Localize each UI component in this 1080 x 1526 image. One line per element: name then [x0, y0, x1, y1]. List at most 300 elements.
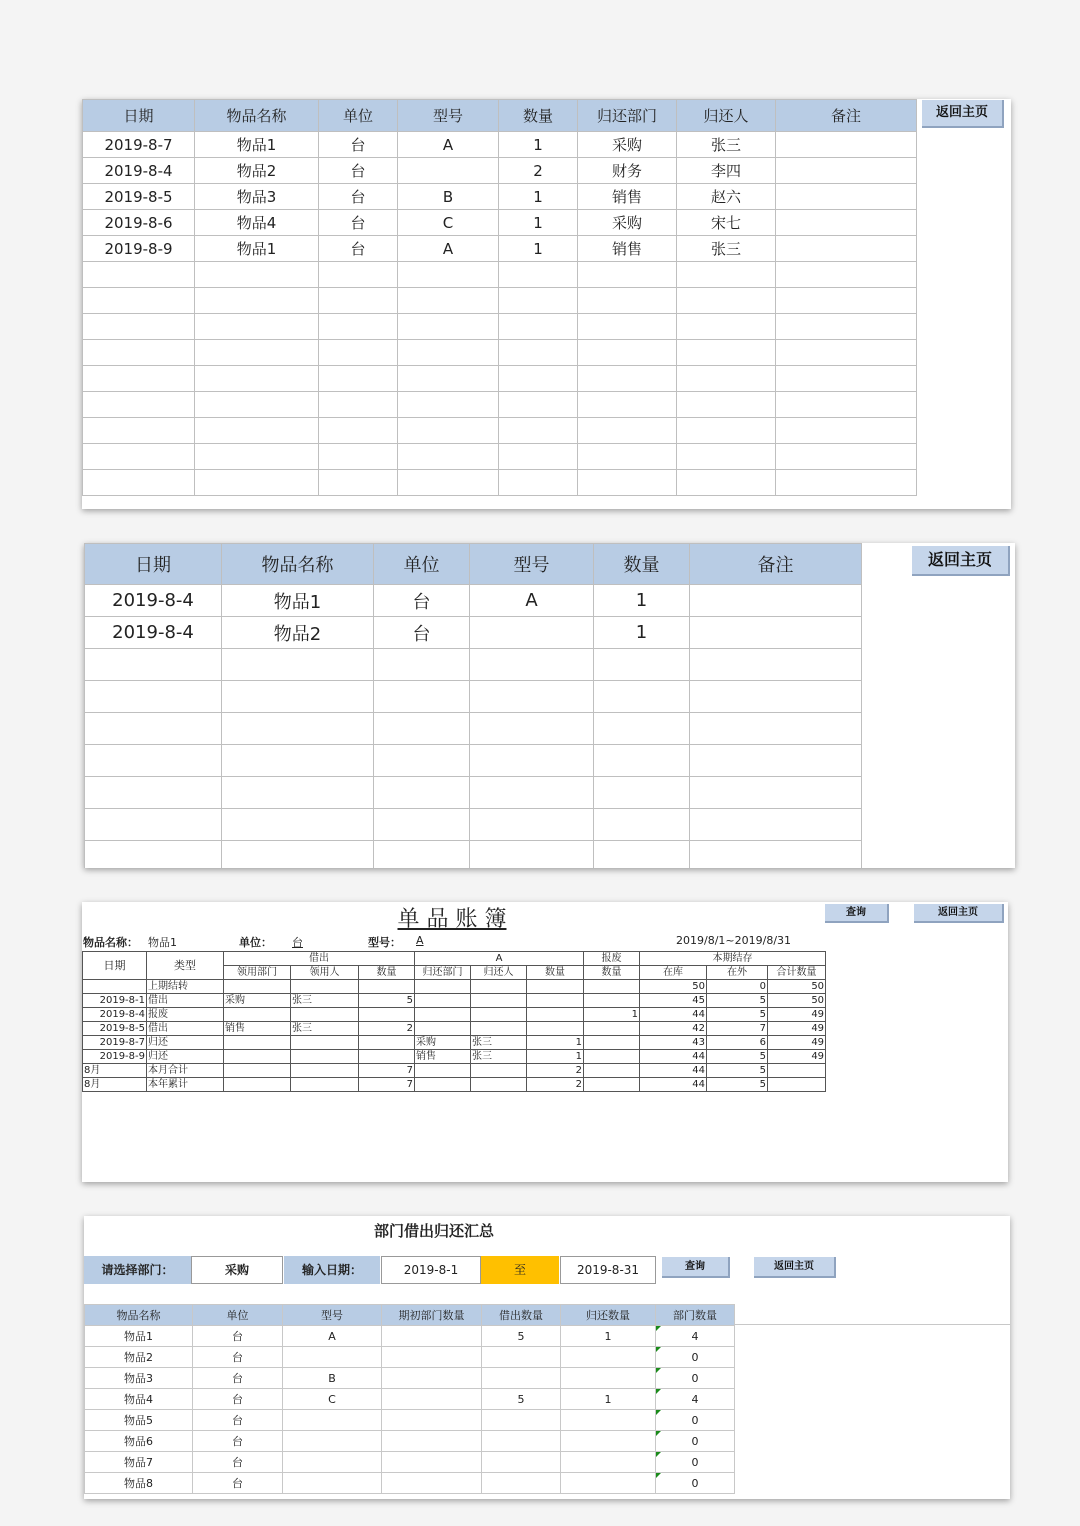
- col-date: 日期: [83, 952, 147, 980]
- table-cell[interactable]: [578, 314, 677, 340]
- table-cell[interactable]: [677, 288, 776, 314]
- summary-cell[interactable]: [382, 1431, 482, 1452]
- table-cell[interactable]: [776, 288, 917, 314]
- table-cell[interactable]: [499, 262, 578, 288]
- table-cell[interactable]: [222, 809, 374, 841]
- summary-cell[interactable]: 5: [482, 1389, 561, 1410]
- table-cell[interactable]: [85, 841, 222, 869]
- table-cell[interactable]: [374, 681, 470, 713]
- table-cell[interactable]: [690, 617, 862, 649]
- summary-cell[interactable]: [283, 1410, 382, 1431]
- table-cell[interactable]: [319, 262, 398, 288]
- table-row: [83, 132, 917, 158]
- table-cell[interactable]: [83, 418, 195, 444]
- table-cell[interactable]: [690, 745, 862, 777]
- table-cell[interactable]: 1: [594, 617, 690, 649]
- ledger-cell: 2: [527, 1078, 584, 1092]
- sub-header: 合计数量: [768, 966, 826, 980]
- column-header: 日期: [83, 100, 195, 132]
- table-cell[interactable]: [85, 777, 222, 809]
- table-cell[interactable]: [776, 158, 917, 184]
- table-cell[interactable]: [578, 418, 677, 444]
- table-cell[interactable]: [499, 288, 578, 314]
- ledger-cell: 张三: [291, 1022, 359, 1036]
- summary-cell[interactable]: [482, 1431, 561, 1452]
- table-cell[interactable]: 物品1: [195, 236, 319, 262]
- table-cell[interactable]: 物品1: [195, 132, 319, 158]
- table-cell[interactable]: [499, 470, 578, 496]
- table-cell[interactable]: 物品1: [222, 585, 374, 617]
- home-button[interactable]: 返回主页: [754, 1257, 836, 1278]
- summary-cell[interactable]: 物品7: [85, 1452, 193, 1473]
- table-cell[interactable]: 台: [319, 210, 398, 236]
- ledger-cell: 5: [359, 994, 415, 1008]
- empty-row: [85, 809, 862, 841]
- dept-select[interactable]: 采购: [191, 1256, 283, 1284]
- table-cell[interactable]: [83, 314, 195, 340]
- column-header: 物品名称: [222, 544, 374, 585]
- ledger-row: [83, 1036, 826, 1050]
- ledger-cell: [291, 1064, 359, 1078]
- summary-cell[interactable]: [482, 1368, 561, 1389]
- ledger-cell: [291, 1078, 359, 1092]
- summary-cell[interactable]: 1: [561, 1326, 656, 1347]
- ledger-cell: [291, 1008, 359, 1022]
- table-cell[interactable]: [499, 366, 578, 392]
- empty-row: [85, 681, 862, 713]
- table-cell[interactable]: [776, 340, 917, 366]
- ledger-cell: [768, 1064, 826, 1078]
- ledger-cell: [471, 980, 527, 994]
- table-cell[interactable]: [195, 288, 319, 314]
- table-cell[interactable]: [195, 418, 319, 444]
- ledger-cell: [415, 994, 471, 1008]
- ledger-cell: [415, 980, 471, 994]
- return-register-panel: [82, 99, 1011, 509]
- table-cell[interactable]: [374, 777, 470, 809]
- sub-header: 归还人: [471, 966, 527, 980]
- table-cell[interactable]: [222, 649, 374, 681]
- summary-cell[interactable]: 台: [193, 1473, 283, 1494]
- comment-flag-icon: [656, 1389, 661, 1394]
- table-cell[interactable]: [222, 745, 374, 777]
- table-cell[interactable]: [690, 777, 862, 809]
- summary-cell[interactable]: [382, 1326, 482, 1347]
- table-cell[interactable]: 李四: [677, 158, 776, 184]
- comment-flag-icon: [656, 1347, 661, 1352]
- summary-cell[interactable]: [482, 1452, 561, 1473]
- table-cell[interactable]: [195, 366, 319, 392]
- table-cell[interactable]: 物品2: [222, 617, 374, 649]
- table-cell[interactable]: [374, 649, 470, 681]
- table-cell[interactable]: [776, 184, 917, 210]
- ledger-title: 单 品 账 簿: [397, 907, 507, 932]
- query-button[interactable]: 查询: [825, 904, 889, 923]
- summary-cell[interactable]: [561, 1452, 656, 1473]
- summary-cell[interactable]: 0: [656, 1452, 735, 1473]
- table-cell[interactable]: [222, 841, 374, 869]
- ledger-cell: [471, 1078, 527, 1092]
- ledger-cell: [471, 1022, 527, 1036]
- table-cell[interactable]: 物品3: [195, 184, 319, 210]
- table-cell[interactable]: [499, 392, 578, 418]
- table-cell[interactable]: [594, 713, 690, 745]
- empty-row: [83, 314, 917, 340]
- table-cell[interactable]: [85, 681, 222, 713]
- table-cell[interactable]: 2019-8-6: [83, 210, 195, 236]
- summary-cell[interactable]: 台: [193, 1410, 283, 1431]
- ledger-cell: [471, 1064, 527, 1078]
- table-cell[interactable]: 2019-8-4: [83, 158, 195, 184]
- table-cell[interactable]: 台: [319, 158, 398, 184]
- summary-cell[interactable]: 4: [656, 1326, 735, 1347]
- table-cell[interactable]: [85, 649, 222, 681]
- summary-cell[interactable]: A: [283, 1326, 382, 1347]
- summary-cell[interactable]: [561, 1347, 656, 1368]
- table-cell[interactable]: 1: [499, 210, 578, 236]
- table-cell[interactable]: 1: [499, 184, 578, 210]
- date-to-input[interactable]: 2019-8-31: [560, 1256, 656, 1284]
- table-cell[interactable]: [499, 418, 578, 444]
- table-cell[interactable]: [677, 418, 776, 444]
- sub-header: 领用人: [291, 966, 359, 980]
- table-cell[interactable]: 2: [499, 158, 578, 184]
- summary-cell[interactable]: [561, 1368, 656, 1389]
- table-cell[interactable]: [690, 681, 862, 713]
- ledger-cell: 采购: [415, 1036, 471, 1050]
- table-cell[interactable]: [319, 444, 398, 470]
- table-cell[interactable]: [222, 713, 374, 745]
- summary-cell[interactable]: [382, 1473, 482, 1494]
- summary-cell[interactable]: 物品6: [85, 1431, 193, 1452]
- table-cell[interactable]: [195, 262, 319, 288]
- table-cell[interactable]: [319, 314, 398, 340]
- table-cell[interactable]: [195, 392, 319, 418]
- table-cell[interactable]: B: [398, 184, 499, 210]
- ledger-cell: [768, 1078, 826, 1092]
- summary-cell[interactable]: 1: [561, 1389, 656, 1410]
- ledger-cell: [584, 1064, 640, 1078]
- model-label: 型号：: [368, 936, 401, 949]
- table-cell[interactable]: [83, 392, 195, 418]
- table-cell[interactable]: [470, 713, 594, 745]
- summary-cell[interactable]: 物品4: [85, 1389, 193, 1410]
- table-cell[interactable]: [470, 841, 594, 869]
- summary-cell[interactable]: 台: [193, 1347, 283, 1368]
- table-cell[interactable]: [195, 314, 319, 340]
- table-cell[interactable]: [776, 392, 917, 418]
- summary-cell[interactable]: [382, 1347, 482, 1368]
- table-cell[interactable]: 销售: [578, 236, 677, 262]
- table-cell[interactable]: [83, 470, 195, 496]
- ledger-cell: 2: [359, 1022, 415, 1036]
- table-cell[interactable]: 台: [319, 184, 398, 210]
- ledger-cell: 7: [359, 1078, 415, 1092]
- table-cell[interactable]: [374, 745, 470, 777]
- table-cell[interactable]: [398, 340, 499, 366]
- summary-cell[interactable]: 台: [193, 1368, 283, 1389]
- table-cell[interactable]: 台: [374, 585, 470, 617]
- summary-cell[interactable]: 台: [193, 1389, 283, 1410]
- date-label: 输入日期：: [284, 1256, 380, 1284]
- table-cell[interactable]: 物品4: [195, 210, 319, 236]
- summary-cell[interactable]: 0: [656, 1410, 735, 1431]
- table-cell[interactable]: [578, 470, 677, 496]
- table-cell[interactable]: [83, 340, 195, 366]
- table-cell[interactable]: 张三: [677, 236, 776, 262]
- empty-row: [85, 745, 862, 777]
- table-cell[interactable]: [578, 340, 677, 366]
- table-cell[interactable]: [83, 366, 195, 392]
- ledger-cell: [471, 994, 527, 1008]
- table-cell[interactable]: [594, 681, 690, 713]
- ledger-cell: 49: [768, 1022, 826, 1036]
- ledger-cell: 本月合计: [147, 1064, 224, 1078]
- table-cell[interactable]: [398, 392, 499, 418]
- table-cell[interactable]: A: [398, 236, 499, 262]
- table-cell[interactable]: A: [398, 132, 499, 158]
- summary-cell[interactable]: [482, 1410, 561, 1431]
- column-header: 归还数量: [561, 1305, 656, 1326]
- table-cell[interactable]: [677, 262, 776, 288]
- table-cell[interactable]: [776, 262, 917, 288]
- table-cell[interactable]: [594, 777, 690, 809]
- summary-cell[interactable]: 台: [193, 1326, 283, 1347]
- table-cell[interactable]: [470, 681, 594, 713]
- table-cell[interactable]: [319, 366, 398, 392]
- ledger-cell: [224, 1064, 291, 1078]
- table-cell[interactable]: [222, 777, 374, 809]
- summary-cell[interactable]: [482, 1347, 561, 1368]
- table-cell[interactable]: 2019-8-4: [85, 585, 222, 617]
- table-cell[interactable]: [83, 288, 195, 314]
- summary-cell[interactable]: 物品2: [85, 1347, 193, 1368]
- ledger-cell: 1: [527, 1036, 584, 1050]
- table-cell[interactable]: [776, 236, 917, 262]
- unit-label: 单位：: [239, 936, 272, 949]
- table-cell[interactable]: [398, 262, 499, 288]
- ledger-cell: 2: [527, 1064, 584, 1078]
- table-cell[interactable]: [690, 809, 862, 841]
- table-cell[interactable]: 财务: [578, 158, 677, 184]
- table-cell[interactable]: [85, 809, 222, 841]
- summary-cell[interactable]: 0: [656, 1368, 735, 1389]
- table-cell[interactable]: C: [398, 210, 499, 236]
- comment-flag-icon: [656, 1452, 661, 1457]
- ledger-cell: 49: [768, 1008, 826, 1022]
- ledger-cell: 1: [527, 1050, 584, 1064]
- ledger-cell: 50: [768, 994, 826, 1008]
- table-cell[interactable]: [594, 649, 690, 681]
- table-cell[interactable]: [690, 649, 862, 681]
- table-cell[interactable]: [677, 392, 776, 418]
- summary-cell[interactable]: [561, 1473, 656, 1494]
- ledger-cell: 44: [640, 1008, 707, 1022]
- ledger-cell: [291, 1050, 359, 1064]
- table-cell[interactable]: [776, 418, 917, 444]
- table-cell[interactable]: [85, 745, 222, 777]
- table-cell[interactable]: [677, 340, 776, 366]
- table-cell[interactable]: [499, 314, 578, 340]
- table-cell[interactable]: [499, 444, 578, 470]
- table-cell[interactable]: [374, 809, 470, 841]
- table-cell[interactable]: 1: [499, 236, 578, 262]
- table-cell[interactable]: 赵六: [677, 184, 776, 210]
- ledger-cell: 5: [707, 1008, 768, 1022]
- table-cell[interactable]: [594, 809, 690, 841]
- table-cell[interactable]: 张三: [677, 132, 776, 158]
- table-cell[interactable]: 2019-8-5: [83, 184, 195, 210]
- summary-cell[interactable]: [382, 1410, 482, 1431]
- column-header: 物品名称: [195, 100, 319, 132]
- table-cell[interactable]: 2019-8-4: [85, 617, 222, 649]
- summary-cell[interactable]: 台: [193, 1431, 283, 1452]
- table-cell[interactable]: [677, 314, 776, 340]
- column-header: 部门数量: [656, 1305, 735, 1326]
- ledger-row: [83, 1022, 826, 1036]
- table-cell[interactable]: [470, 809, 594, 841]
- table-cell[interactable]: [374, 713, 470, 745]
- table-cell[interactable]: [398, 470, 499, 496]
- summary-cell[interactable]: [482, 1473, 561, 1494]
- table-cell[interactable]: [398, 288, 499, 314]
- summary-cell[interactable]: 4: [656, 1389, 735, 1410]
- table-cell[interactable]: [776, 366, 917, 392]
- table-cell[interactable]: [83, 262, 195, 288]
- table-cell[interactable]: [578, 444, 677, 470]
- table-cell[interactable]: 采购: [578, 210, 677, 236]
- table-cell[interactable]: [398, 314, 499, 340]
- summary-cell[interactable]: C: [283, 1389, 382, 1410]
- table-cell[interactable]: 1: [499, 132, 578, 158]
- summary-cell[interactable]: [283, 1347, 382, 1368]
- table-cell[interactable]: 销售: [578, 184, 677, 210]
- summary-cell[interactable]: 0: [656, 1347, 735, 1368]
- table-cell[interactable]: 物品2: [195, 158, 319, 184]
- summary-row: [85, 1326, 735, 1347]
- table-cell[interactable]: [690, 841, 862, 869]
- summary-cell[interactable]: [382, 1368, 482, 1389]
- table-cell[interactable]: [319, 340, 398, 366]
- ledger-cell: [291, 1036, 359, 1050]
- ledger-row: [83, 994, 826, 1008]
- date-from-input[interactable]: 2019-8-1: [381, 1256, 481, 1284]
- summary-cell[interactable]: [283, 1452, 382, 1473]
- table-cell[interactable]: [594, 745, 690, 777]
- table-cell[interactable]: [578, 366, 677, 392]
- table-cell[interactable]: [677, 366, 776, 392]
- summary-cell[interactable]: 5: [482, 1326, 561, 1347]
- table-cell[interactable]: 2019-8-9: [83, 236, 195, 262]
- table-cell[interactable]: [677, 470, 776, 496]
- table-cell[interactable]: 1: [594, 585, 690, 617]
- table-cell[interactable]: [594, 841, 690, 869]
- table-cell[interactable]: [398, 366, 499, 392]
- table-cell[interactable]: 台: [319, 236, 398, 262]
- summary-cell[interactable]: 物品1: [85, 1326, 193, 1347]
- summary-cell[interactable]: 物品3: [85, 1368, 193, 1389]
- home-button[interactable]: 返回主页: [922, 100, 1004, 128]
- table-cell[interactable]: 台: [319, 132, 398, 158]
- table-row: [83, 184, 917, 210]
- table-cell[interactable]: [578, 288, 677, 314]
- table-cell[interactable]: [470, 617, 594, 649]
- table-cell[interactable]: [398, 418, 499, 444]
- ledger-cell: 借出: [147, 1022, 224, 1036]
- table-cell[interactable]: [470, 777, 594, 809]
- table-cell[interactable]: [776, 210, 917, 236]
- table-cell[interactable]: [319, 288, 398, 314]
- table-cell[interactable]: [83, 444, 195, 470]
- table-cell[interactable]: [470, 745, 594, 777]
- table-cell[interactable]: [319, 392, 398, 418]
- empty-row: [85, 713, 862, 745]
- table-cell[interactable]: [398, 158, 499, 184]
- table-cell[interactable]: [319, 418, 398, 444]
- table-cell[interactable]: 采购: [578, 132, 677, 158]
- table-row: [85, 617, 862, 649]
- table-cell[interactable]: A: [470, 585, 594, 617]
- table-cell[interactable]: [677, 444, 776, 470]
- col-type: 类型: [147, 952, 224, 980]
- query-button[interactable]: 查询: [662, 1257, 730, 1278]
- table-cell[interactable]: [398, 444, 499, 470]
- ledger-cell: [471, 1008, 527, 1022]
- table-cell[interactable]: [319, 470, 398, 496]
- summary-cell[interactable]: [382, 1389, 482, 1410]
- table-cell[interactable]: [374, 841, 470, 869]
- table-cell[interactable]: [222, 681, 374, 713]
- ledger-cell: 7: [707, 1022, 768, 1036]
- table-cell[interactable]: [499, 340, 578, 366]
- summary-cell[interactable]: [382, 1452, 482, 1473]
- home-button[interactable]: 返回主页: [914, 904, 1004, 923]
- empty-row: [85, 841, 862, 869]
- summary-cell[interactable]: [283, 1431, 382, 1452]
- table-cell[interactable]: [85, 713, 222, 745]
- summary-cell[interactable]: 物品8: [85, 1473, 193, 1494]
- dept-summary-panel: [84, 1216, 1010, 1499]
- summary-cell[interactable]: B: [283, 1368, 382, 1389]
- summary-cell[interactable]: [561, 1431, 656, 1452]
- column-header: 备注: [690, 544, 862, 585]
- table-cell[interactable]: [195, 340, 319, 366]
- table-cell[interactable]: [470, 649, 594, 681]
- table-cell[interactable]: [776, 314, 917, 340]
- table-cell[interactable]: 2019-8-7: [83, 132, 195, 158]
- table-cell[interactable]: [578, 262, 677, 288]
- summary-cell[interactable]: [561, 1410, 656, 1431]
- table-cell[interactable]: [195, 444, 319, 470]
- column-header: 借出数量: [482, 1305, 561, 1326]
- ledger-cell: 5: [707, 1078, 768, 1092]
- home-button[interactable]: 返回主页: [912, 546, 1010, 576]
- summary-cell[interactable]: 台: [193, 1452, 283, 1473]
- table-cell[interactable]: [578, 392, 677, 418]
- summary-cell[interactable]: 0: [656, 1473, 735, 1494]
- table-cell[interactable]: [776, 444, 917, 470]
- table-cell[interactable]: [690, 713, 862, 745]
- summary-cell[interactable]: 物品5: [85, 1410, 193, 1431]
- table-cell[interactable]: [776, 132, 917, 158]
- table-cell[interactable]: [690, 585, 862, 617]
- summary-cell[interactable]: 0: [656, 1431, 735, 1452]
- table-cell[interactable]: 宋七: [677, 210, 776, 236]
- table-cell[interactable]: 台: [374, 617, 470, 649]
- table-cell[interactable]: [195, 470, 319, 496]
- summary-cell[interactable]: [283, 1473, 382, 1494]
- table-cell[interactable]: [776, 470, 917, 496]
